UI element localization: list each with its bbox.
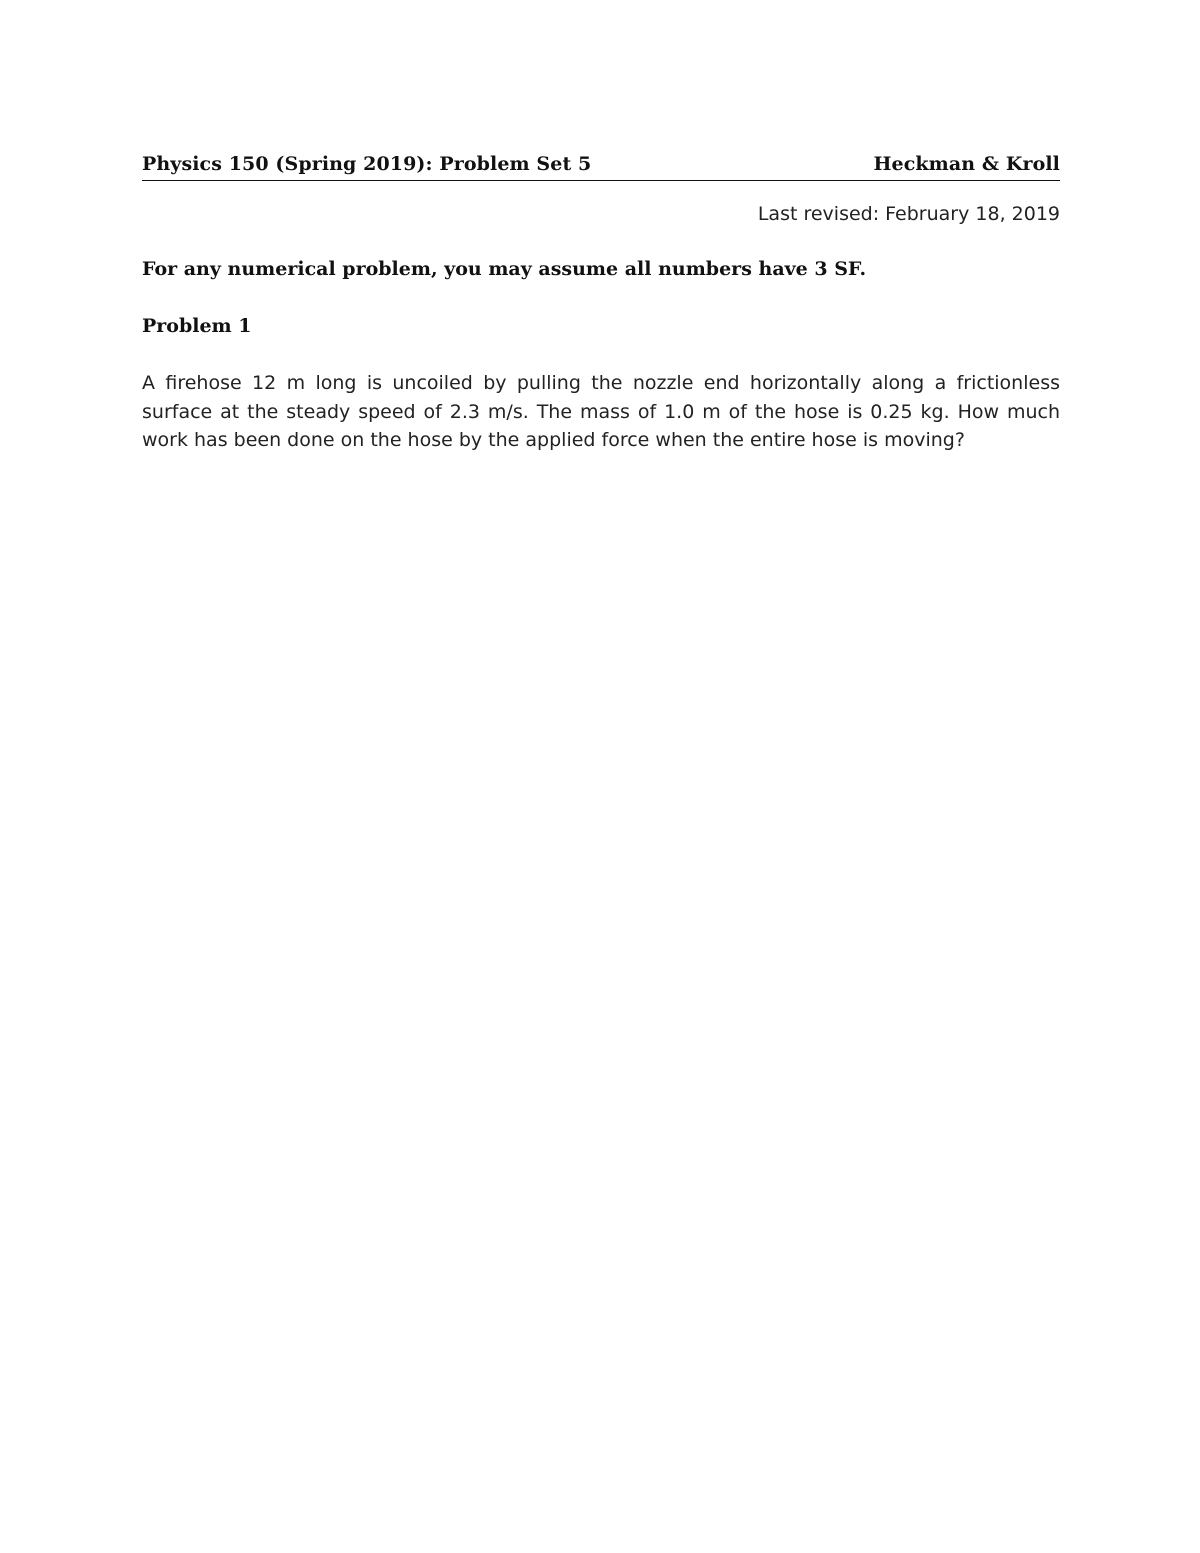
problem-text-line: surface at the steady speed of 2.3 m/s. The mass of 1.0 m of the hose is 0.25 kg. How much — [142, 400, 1060, 423]
problem-text-line: A firehose 12 m long is uncoiled by pulling the nozzle end horizontally along a frictionless — [142, 372, 1060, 394]
course-title: Physics 150 (Spring 2019): Problem Set 5 — [142, 153, 592, 175]
problem-text-line: work has been done on the hose by the applied force when the entire hose is moving? — [142, 429, 965, 451]
page-header — [142, 150, 1060, 181]
problem-body — [142, 371, 1060, 457]
last-revised-date: Last revised: February 18, 2019 — [757, 203, 1060, 225]
authors: Heckman & Kroll — [873, 153, 1060, 175]
problem-heading: Problem 1 — [142, 315, 252, 337]
significant-figures-note: For any numerical problem, you may assume all numbers have 3 SF. — [142, 258, 867, 280]
